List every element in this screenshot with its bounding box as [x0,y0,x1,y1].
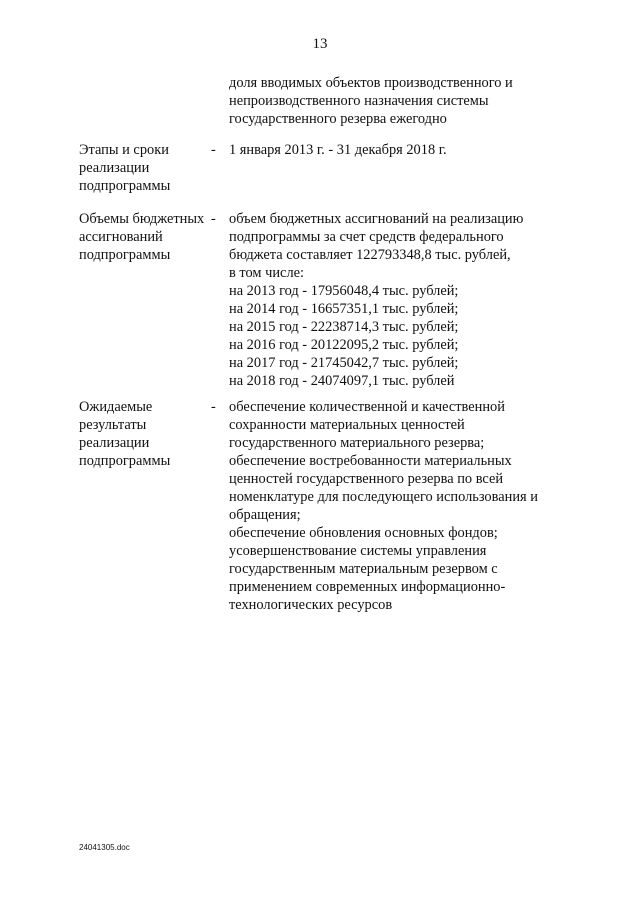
label-line: реализации [79,435,150,451]
label-line: Ожидаемые [79,399,153,415]
label-line: реализации [79,160,150,176]
budget-label [79,210,211,264]
page-number: 13 [312,36,328,52]
value-line: государственного материального резерва; [229,435,485,451]
value-line: применением современных информационно- [229,579,506,595]
label-line: подпрограммы [79,247,171,263]
document-code: 24041305.doc [79,843,130,852]
value-line: бюджета составляет 122793348,8 тыс. рублей, [229,247,511,263]
value-line: 1 января 2013 г. - 31 декабря 2018 г. [229,142,447,158]
results-label [79,398,211,470]
budget-value [229,210,559,390]
row-dash: - [211,142,216,158]
value-line: усовершенствование системы управления [229,543,487,559]
label-line: Объемы бюджетных [79,211,205,227]
value-line: ценностей государственного резерва по всей [229,471,504,487]
label-line: ассигнований [79,229,163,245]
results-value [229,398,559,614]
stages-label [79,141,211,195]
value-line: на 2016 год - 20122095,2 тыс. рублей; [229,337,459,353]
continued-text-line: доля вводимых объектов производственного и [229,75,513,91]
label-line: результаты [79,417,147,433]
value-line: обращения; [229,507,301,523]
continued-text-line: государственного резерва ежегодно [229,111,447,127]
value-line: технологических ресурсов [229,597,393,613]
value-line: в том числе: [229,265,305,281]
continued-text-line: непроизводственного назначения системы [229,93,489,109]
row-dash: - [211,211,216,227]
value-line: объем бюджетных ассигнований на реализацию [229,211,524,227]
value-line: обеспечение востребованности материальных [229,453,512,469]
value-line: на 2014 год - 16657351,1 тыс. рублей; [229,301,459,317]
value-line: сохранности материальных ценностей [229,417,465,433]
label-line: Этапы и сроки [79,142,169,158]
value-line: на 2013 год - 17956048,4 тыс. рублей; [229,283,459,299]
label-line: подпрограммы [79,453,171,469]
row-dash: - [211,399,216,415]
value-line: государственным материальным резервом с [229,561,498,577]
value-line: обеспечение количественной и качественной [229,399,505,415]
label-line: подпрограммы [79,178,171,194]
stages-value [229,141,559,159]
value-line: подпрограммы за счет средств федерального [229,229,504,245]
value-line: обеспечение обновления основных фондов; [229,525,498,541]
value-line: на 2017 год - 21745042,7 тыс. рублей; [229,355,459,371]
value-line: номенклатуре для последующего использования и [229,489,538,505]
value-line: на 2015 год - 22238714,3 тыс. рублей; [229,319,459,335]
value-line: на 2018 год - 24074097,1 тыс. рублей [229,373,455,389]
continued-text-block [229,74,559,128]
